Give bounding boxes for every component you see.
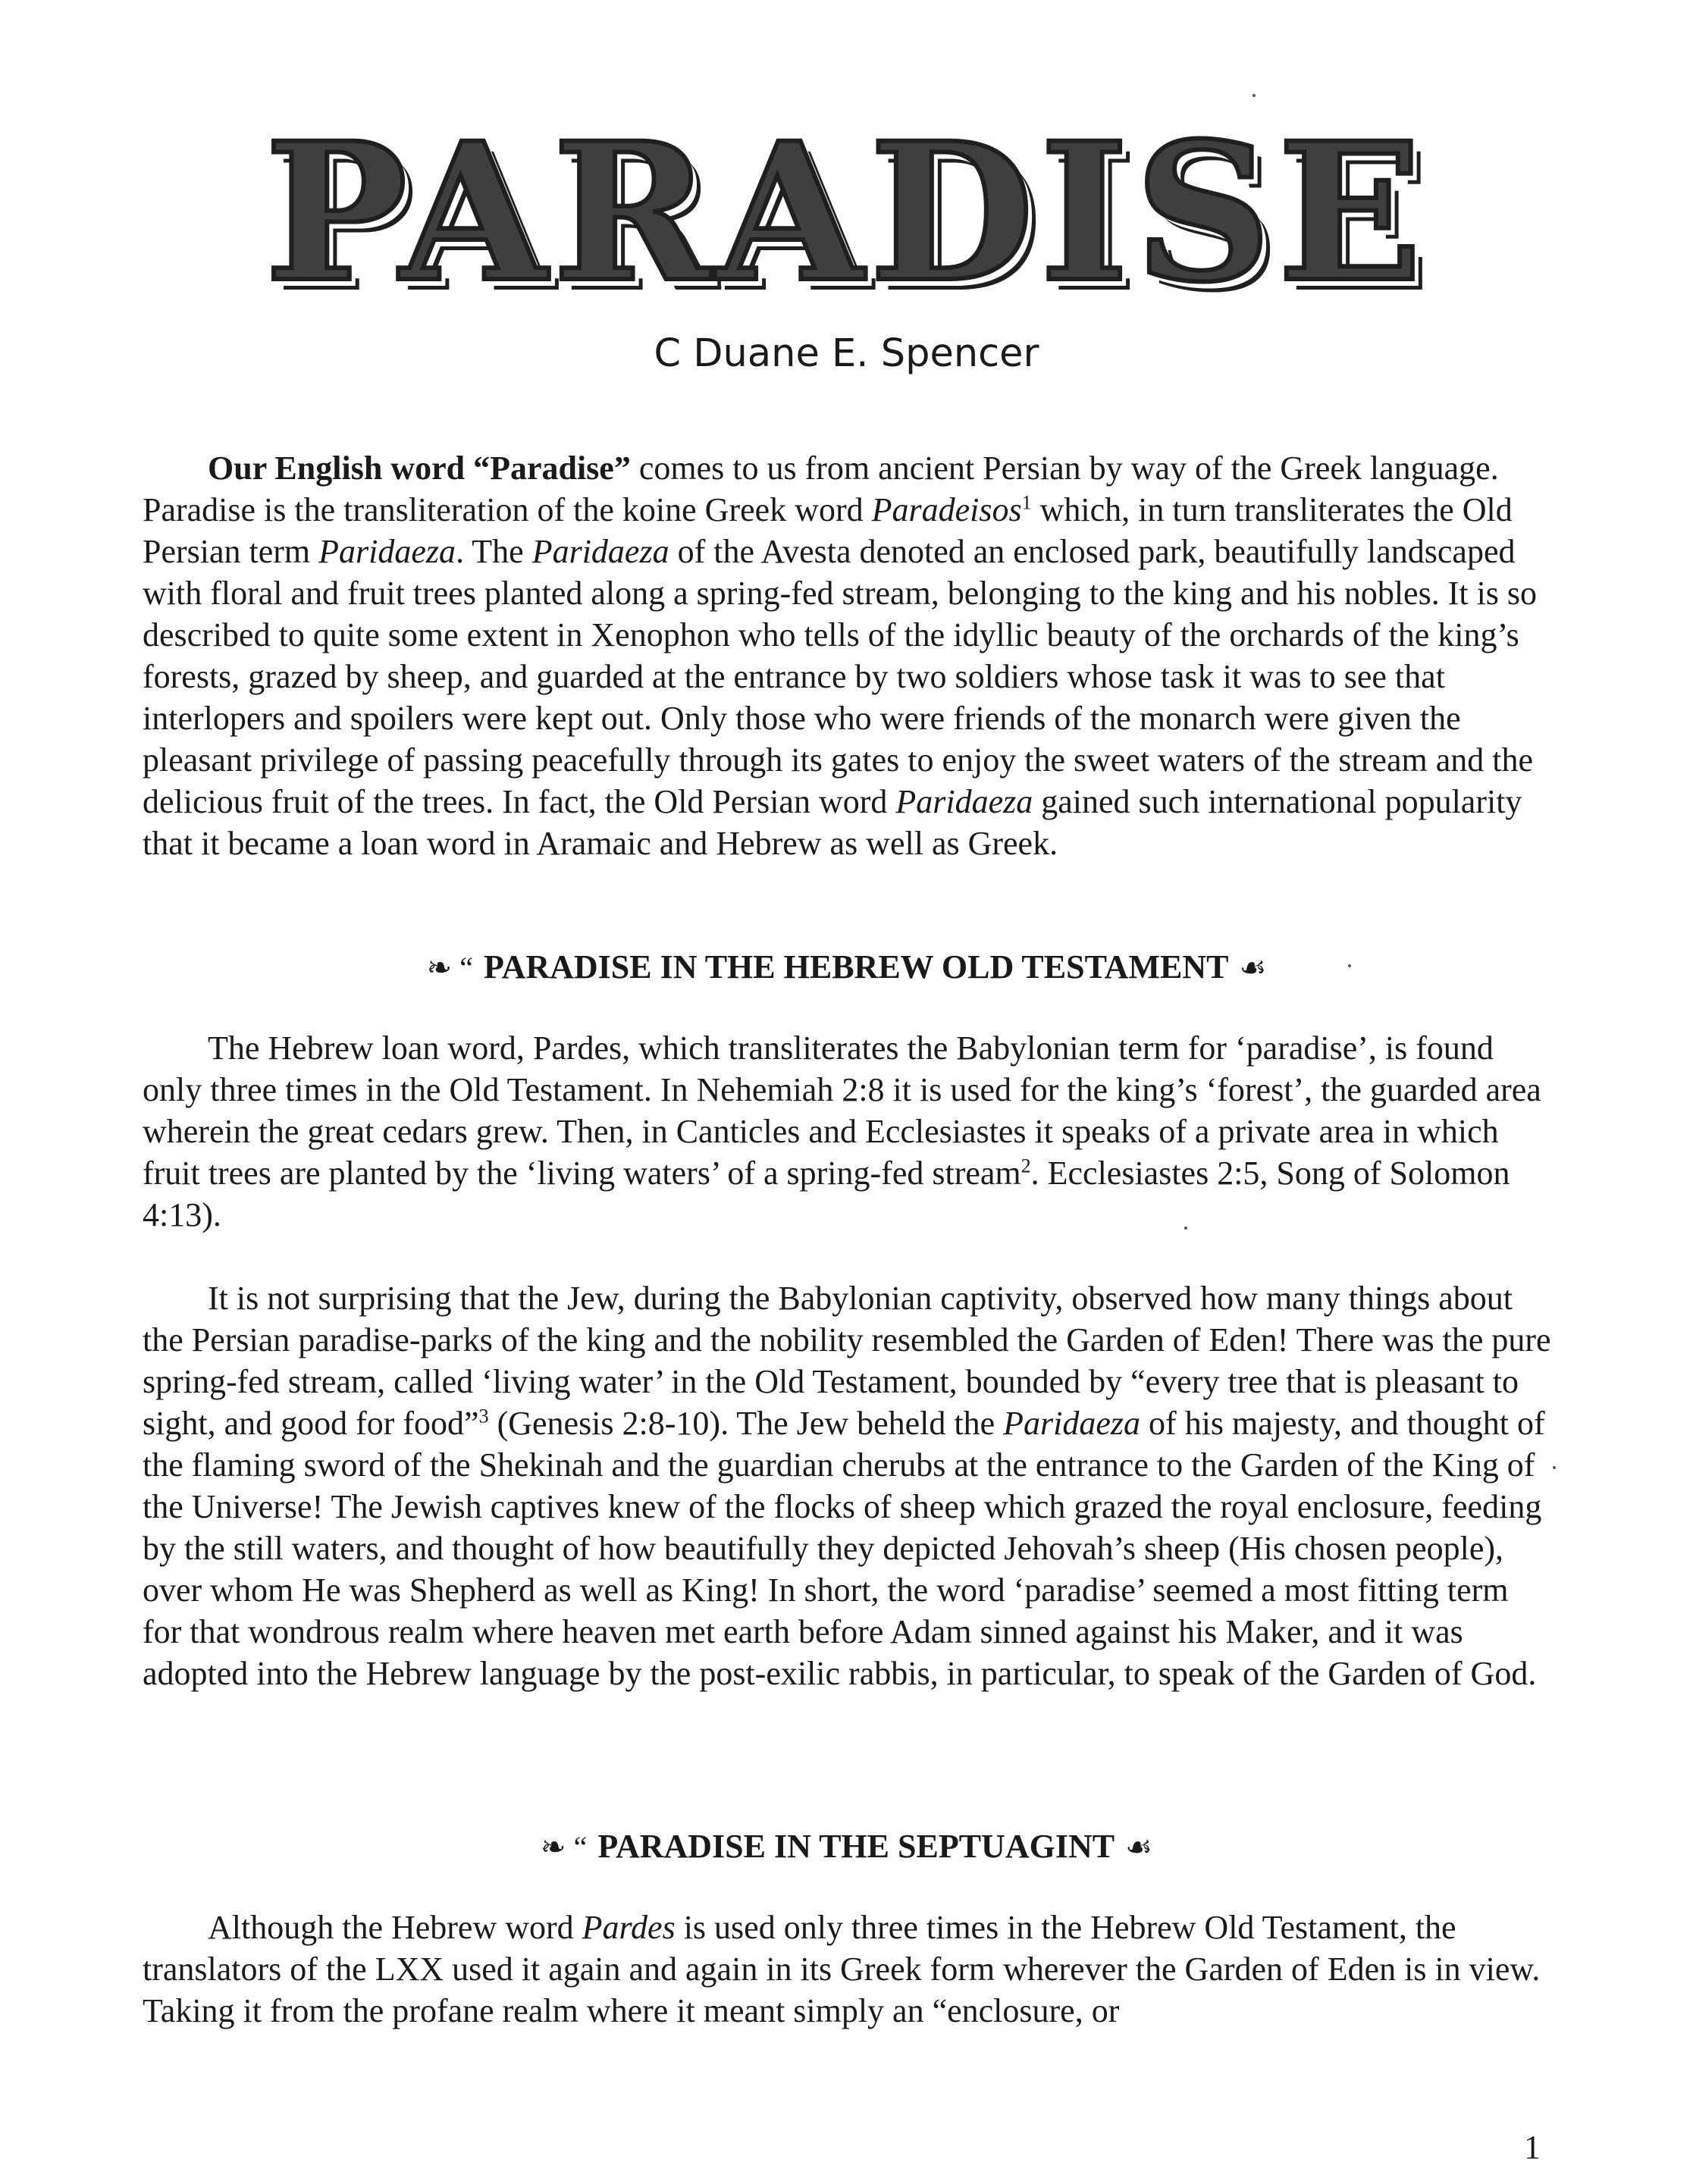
footnote-ref-2: 2 xyxy=(1021,1155,1031,1177)
scan-speck xyxy=(1553,1466,1556,1469)
paragraph-hebrew-loan-word: The Hebrew loan word, Pardes, which transliterates the Babylonian term for ‘paradise’, is found only three times in the Old Testament. In Nehemiah 2:8 it is used for the king’s ‘forest’, the guarded area wherein the great cedars grew. Then, in Canticles and Ecclesiastes it speaks of a private area in which fruit trees are planted by the ‘living waters’ of a spring-fed stream$^2$. Ecclesiastes 2:5, Song of Solomon 4:13). xyxy=(143,1029,1541,1233)
page-title: PARADISE xyxy=(265,101,1428,324)
ornament-right-icon: ☙ xyxy=(1125,1830,1152,1864)
scan-speck xyxy=(1253,94,1256,97)
ornament-left-icon: ❧ “ xyxy=(426,951,473,985)
ornament-right-icon: ☙ xyxy=(1239,951,1267,985)
footnote-ref-1: 1 xyxy=(1021,491,1032,514)
section-heading-hebrew: ❧ “ PARADISE IN THE HEBREW OLD TESTAMENT ☙ xyxy=(426,948,1267,985)
author-line: C Duane E. Spencer xyxy=(654,331,1039,376)
scan-speck xyxy=(1348,964,1351,967)
section-heading-septuagint: ❧ “ PARADISE IN THE SEPTUAGINT ☙ xyxy=(541,1828,1152,1865)
footnote-ref-3: 3 xyxy=(478,1405,489,1427)
lead-phrase: Our English word “Paradise” xyxy=(208,450,631,487)
ornament-left-icon: ❧ “ xyxy=(541,1830,588,1864)
page-number: 1 xyxy=(1524,2129,1541,2166)
paragraph-intro: Our English word “Paradise” comes to us from ancient Persian by way of the Greek language. Paradise is the transliteration of the koine Greek word Paradeisos$^1$ which, in turn transliterates the Old Persian term Paridaeza. The Paridaeza of the Avesta denoted an enclosed park, beautifully landscaped with floral and fruit trees planted along a spring-fed stream, belonging to the king and his nobles. It is so described to quite some extent in Xenophon who tells of the idyllic beauty of the orchards of the king’s forests, grazed by sheep, and guarded at the entrance by two soldiers whose task it was to see that interlopers and spoilers were kept out. Only those who were friends of the monarch were given the pleasant privilege of passing peacefully through its gates to enjoy the sweet waters of the stream and the delicious fruit of the trees. In fact, the Old Persian word Paridaeza gained such international popularity that it became a loan word in Aramaic and Hebrew as well as Greek. xyxy=(143,450,1538,862)
scan-speck xyxy=(1184,1227,1187,1230)
paragraph-septuagint: Although the Hebrew word Pardes is used only three times in the Hebrew Old Testament, the translators of the LXX used it again and again in its Greek form wherever the Garden of Eden is in view. Taking it from the profane realm where it meant simply an “enclosure, or xyxy=(143,1909,1541,2029)
paragraph-babylonian-captivity: It is not surprising that the Jew, during the Babylonian captivity, observed how many things about the Persian paradise-parks of the king and the nobility resembled the Garden of Eden! There was the pure spring-fed stream, called ‘living water’ in the Old Testament, bounded by “every tree that is pleasant to sight, and good for food”$^3$ (Genesis 2:8-10). The Jew beheld the Paridaeza of his majesty, and thought of the flaming sword of the Shekinah and the guardian cherubs at the entrance to the Garden of the King of the Universe! The Jewish captives knew of the flocks of sheep which grazed the royal enclosure, feeding by the still waters, and thought of how beautifully they depicted Jehovah’s sheep (His chosen people), over whom He was Shepherd as well as King! In short, the word ‘paradise’ seemed a most fitting term for that wondrous realm where heaven met earth before Adam sinned against his Maker, and it was adopted into the Hebrew language by the post-exilic rabbis, in particular, to speak of the Garden of God. xyxy=(143,1280,1551,1692)
